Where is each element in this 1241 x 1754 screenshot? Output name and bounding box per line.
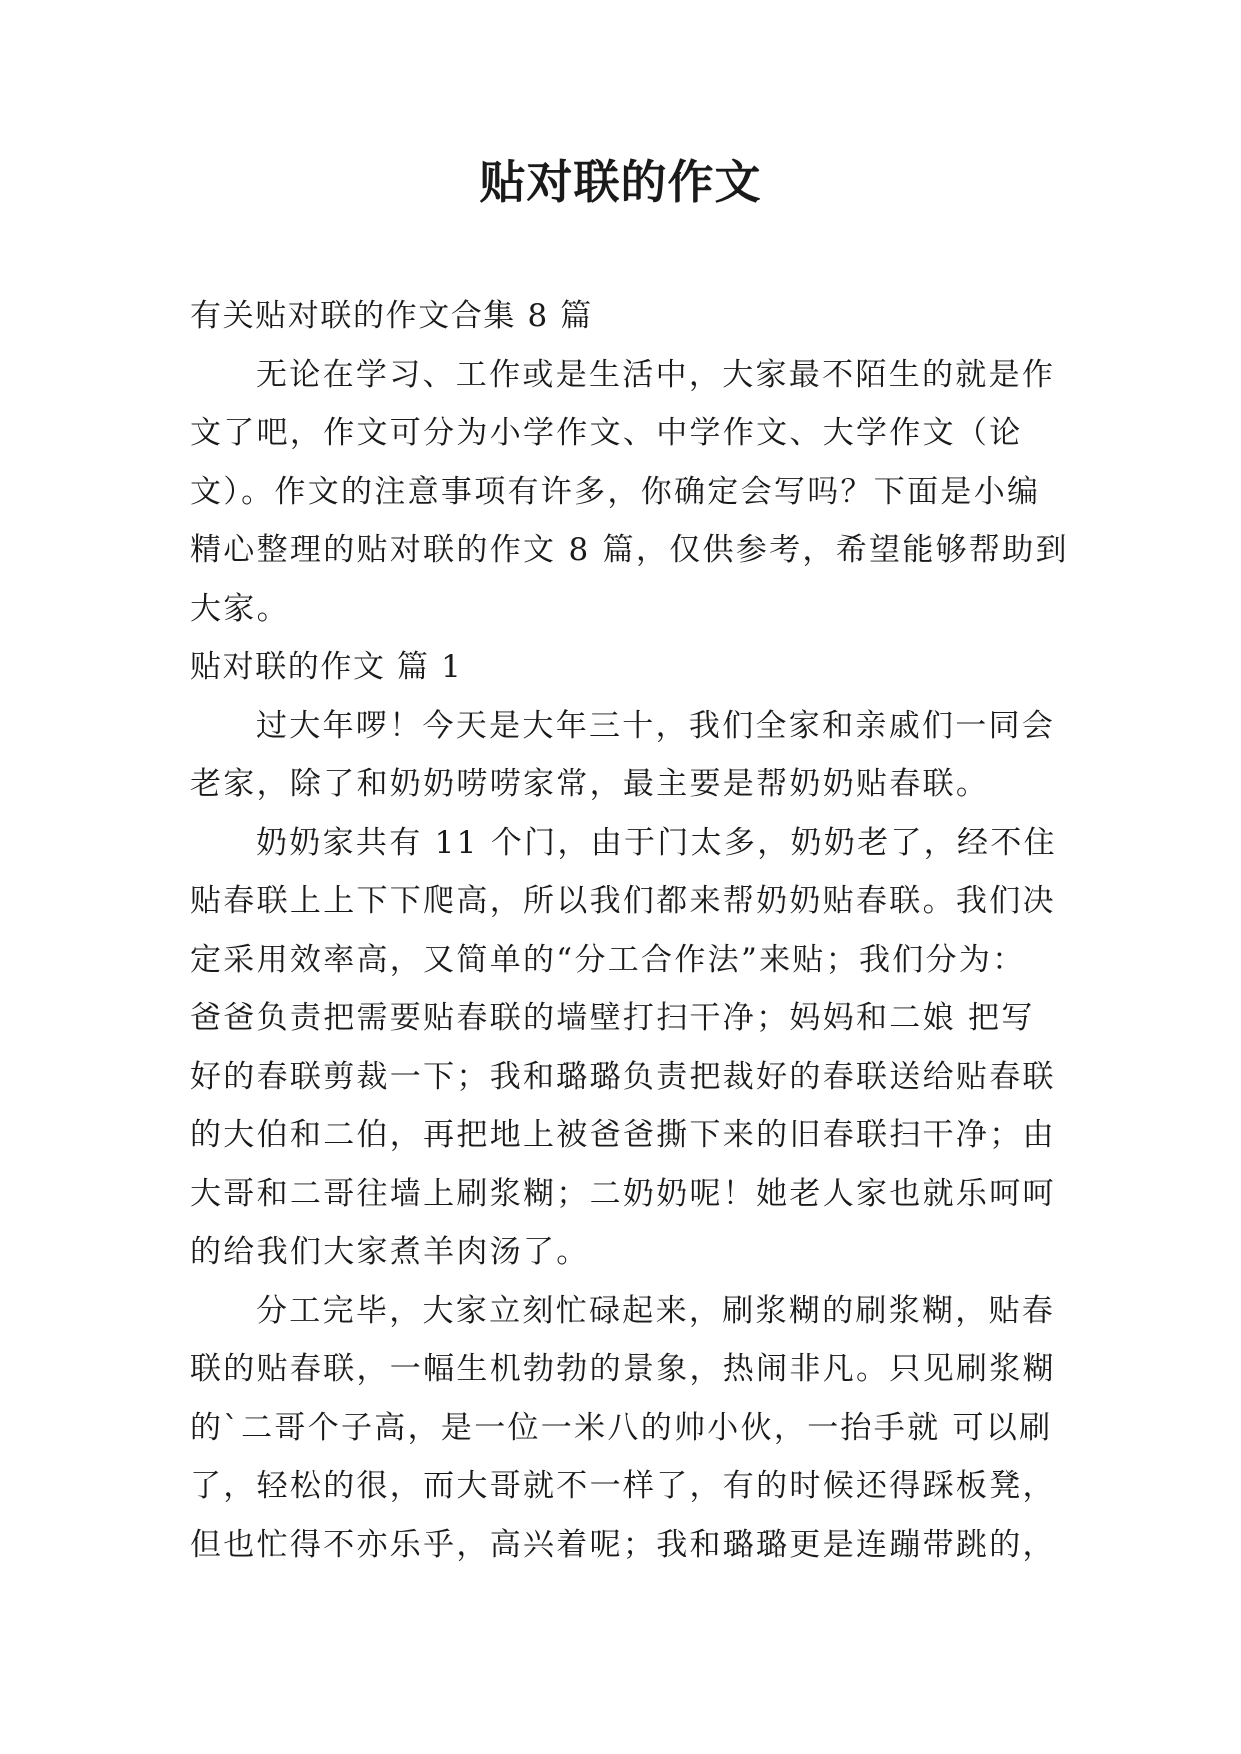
- paragraph-line: 无论在学习、工作或是生活中，大家最不陌生的就是作: [256, 356, 1056, 393]
- paragraph-line: 过大年啰！今天是大年三十，我们全家和亲戚们一同会: [256, 707, 1056, 744]
- paragraph-line: 但也忙得不亦乐乎，高兴着呢；我和璐璐更是连蹦带跳的，: [190, 1526, 1056, 1563]
- paragraph-line: 大家。: [190, 590, 290, 627]
- paragraph-line: 的`二哥个子高，是一位一米八的帅小伙，一抬手就 可以刷: [190, 1409, 1053, 1446]
- paragraph-line: 奶奶家共有 11 个门，由于门太多，奶奶老了，经不住: [256, 824, 1057, 861]
- paragraph-line: 的给我们大家煮羊肉汤了。: [190, 1234, 590, 1270]
- paragraph-line: 爸爸负责把需要贴春联的墙壁打扫干净；妈妈和二娘 把写: [190, 1000, 1035, 1036]
- section-heading: 贴对联的作文 篇 1: [190, 649, 463, 685]
- paragraph-line: 联的贴春联，一幅生机勃勃的景象，热闹非凡。只见刷浆糊: [190, 1351, 1056, 1387]
- paragraph-line: 文了吧，作文可分为小学作文、中学作文、大学作文（论: [190, 415, 1023, 451]
- paragraph-line: 贴春联上上下下爬高，所以我们都来帮奶奶贴春联。我们决: [190, 883, 1056, 919]
- subtitle-line: 有关贴对联的作文合集 8 篇: [190, 298, 593, 334]
- paragraph-line: 好的春联剪裁一下；我和璐璐负责把裁好的春联送给贴春联: [190, 1058, 1056, 1095]
- paragraph-line: 的大伯和二伯，再把地上被爸爸撕下来的旧春联扫干净；由: [190, 1117, 1056, 1153]
- paragraph-line: 老家，除了和奶奶唠唠家常，最主要是帮奶奶贴春联。: [190, 766, 990, 802]
- document-title: 贴对联的作文: [479, 155, 762, 209]
- paragraph-line: 分工完毕，大家立刻忙碌起来，刷浆糊的刷浆糊，贴春: [256, 1292, 1056, 1329]
- paragraph-line: 定采用效率高，又简单的“分工合作法”来贴；我们分为：: [190, 941, 1026, 978]
- paragraph-line: 大哥和二哥往墙上刷浆糊；二奶奶呢！她老人家也就乐呵呵: [190, 1175, 1056, 1212]
- document-body: [190, 287, 1069, 1574]
- paragraph-line: 文）。作文的注意事项有许多，你确定会写吗？下面是小编: [190, 473, 1041, 510]
- paragraph-line: 了，轻松的很，而大哥就不一样了，有的时候还得踩板凳，: [190, 1468, 1056, 1504]
- paragraph-line: 精心整理的贴对联的作文 8 篇，仅供参考，希望能够帮助到: [190, 532, 1069, 568]
